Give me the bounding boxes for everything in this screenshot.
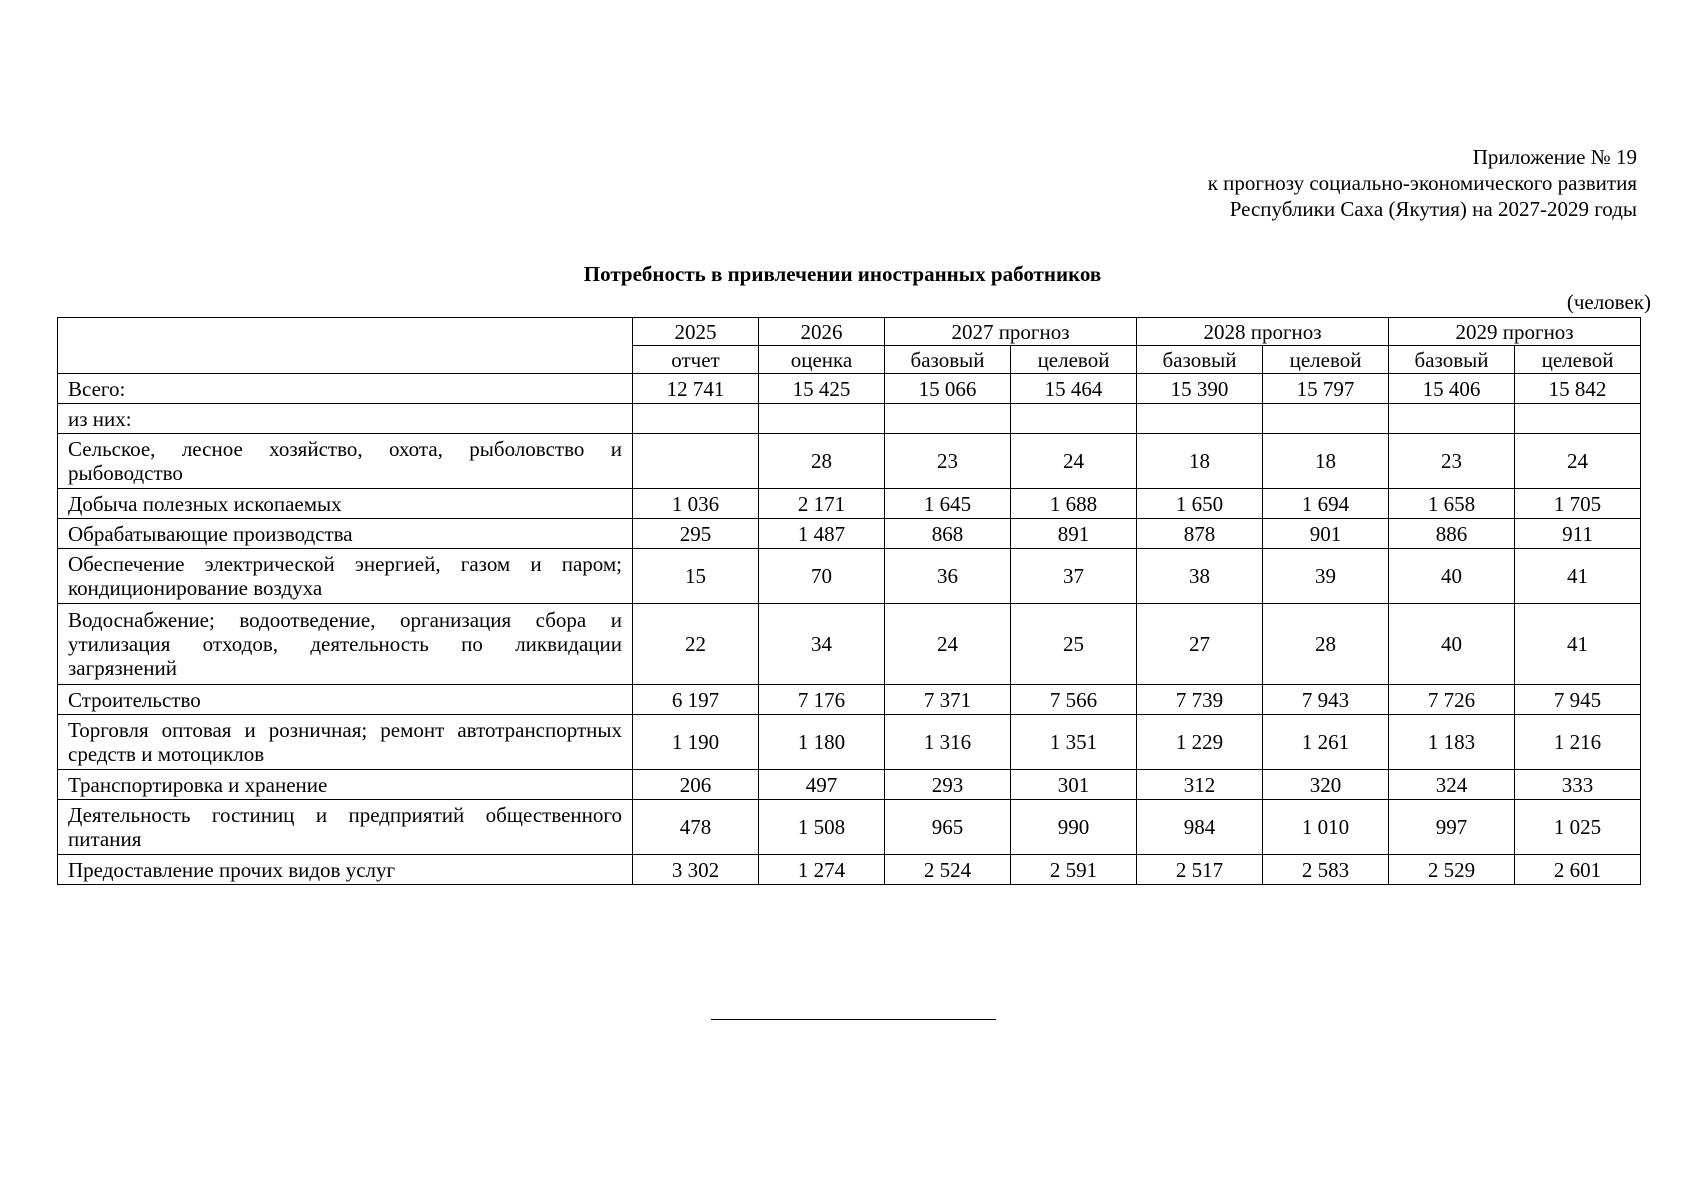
value-cell: 1 650 (1137, 489, 1263, 519)
value-cell: 301 (1011, 770, 1137, 800)
header-2029-target: целевой (1515, 346, 1641, 374)
value-cell: 891 (1011, 519, 1137, 549)
value-cell: 1 351 (1011, 715, 1137, 770)
appendix-note (1077, 144, 1637, 222)
table-row (58, 715, 1641, 770)
row-label: Деятельность гостиниц и предприятий общественного питания (58, 800, 633, 855)
header-2025-report: отчет (633, 346, 759, 374)
table-row (58, 404, 1641, 434)
value-cell: 23 (885, 434, 1011, 489)
value-cell: 997 (1389, 800, 1515, 855)
value-cell: 28 (1263, 604, 1389, 685)
value-cell (759, 404, 885, 434)
value-cell: 15 464 (1011, 374, 1137, 404)
header-2029-base: базовый (1389, 346, 1515, 374)
value-cell: 1 180 (759, 715, 885, 770)
value-cell: 34 (759, 604, 885, 685)
value-cell (1515, 404, 1641, 434)
value-cell: 27 (1137, 604, 1263, 685)
header-2028-target: целевой (1263, 346, 1389, 374)
table-row (58, 519, 1641, 549)
value-cell: 15 390 (1137, 374, 1263, 404)
value-cell: 312 (1137, 770, 1263, 800)
value-cell: 1 508 (759, 800, 885, 855)
value-cell: 25 (1011, 604, 1137, 685)
value-cell: 7 566 (1011, 685, 1137, 715)
value-cell: 2 591 (1011, 855, 1137, 885)
value-cell (633, 434, 759, 489)
value-cell: 1 274 (759, 855, 885, 885)
row-label: Предоставление прочих видов услуг (58, 855, 633, 885)
document-title-wrap (0, 262, 1697, 287)
value-cell: 37 (1011, 549, 1137, 604)
table-row (58, 800, 1641, 855)
value-cell (1137, 404, 1263, 434)
value-cell: 324 (1389, 770, 1515, 800)
value-cell: 15 797 (1263, 374, 1389, 404)
document-title: Потребность в привлечении иностранных работников (583, 262, 1102, 286)
row-label: Обрабатывающие производства (58, 519, 633, 549)
value-cell: 15 842 (1515, 374, 1641, 404)
row-label: Обеспечение электрической энергией, газом и паром; кондиционирование воздуха (58, 549, 633, 604)
header-empty-cell (58, 318, 633, 374)
table-row (58, 770, 1641, 800)
value-cell: 1 688 (1011, 489, 1137, 519)
value-cell: 7 945 (1515, 685, 1641, 715)
value-cell: 38 (1137, 549, 1263, 604)
value-cell: 18 (1263, 434, 1389, 489)
table-row (58, 434, 1641, 489)
unit-label: (человек) (1566, 290, 1651, 314)
value-cell: 41 (1515, 604, 1641, 685)
footer-separator-line (711, 1019, 996, 1020)
value-cell: 497 (759, 770, 885, 800)
value-cell (1011, 404, 1137, 434)
value-cell (633, 404, 759, 434)
value-cell: 990 (1011, 800, 1137, 855)
value-cell: 7 371 (885, 685, 1011, 715)
row-label: Водоснабжение; водоотведение, организация сбора и утилизация отходов, деятельность по ликвидации загрязнений (58, 604, 633, 685)
value-cell: 1 705 (1515, 489, 1641, 519)
table-row (58, 374, 1641, 404)
header-year-2025: 2025 (633, 318, 759, 346)
value-cell: 23 (1389, 434, 1515, 489)
value-cell (1263, 404, 1389, 434)
value-cell: 15 066 (885, 374, 1011, 404)
value-cell: 1 036 (633, 489, 759, 519)
value-cell: 2 583 (1263, 855, 1389, 885)
header-year-2027: 2027 прогноз (885, 318, 1137, 346)
value-cell: 1 487 (759, 519, 885, 549)
value-cell: 24 (885, 604, 1011, 685)
value-cell: 15 406 (1389, 374, 1515, 404)
value-cell: 7 943 (1263, 685, 1389, 715)
value-cell: 28 (759, 434, 885, 489)
value-cell: 12 741 (633, 374, 759, 404)
value-cell: 478 (633, 800, 759, 855)
value-cell (885, 404, 1011, 434)
table-row (58, 604, 1641, 685)
value-cell: 1 261 (1263, 715, 1389, 770)
row-label: Транспортировка и хранение (58, 770, 633, 800)
value-cell: 3 302 (633, 855, 759, 885)
value-cell: 2 529 (1389, 855, 1515, 885)
value-cell: 70 (759, 549, 885, 604)
value-cell: 2 517 (1137, 855, 1263, 885)
value-cell: 40 (1389, 549, 1515, 604)
value-cell: 984 (1137, 800, 1263, 855)
row-label: Торговля оптовая и розничная; ремонт автотранспортных средств и мотоциклов (58, 715, 633, 770)
value-cell: 1 190 (633, 715, 759, 770)
value-cell: 1 025 (1515, 800, 1641, 855)
value-cell: 1 183 (1389, 715, 1515, 770)
value-cell: 1 216 (1515, 715, 1641, 770)
value-cell: 18 (1137, 434, 1263, 489)
value-cell: 1 010 (1263, 800, 1389, 855)
value-cell: 41 (1515, 549, 1641, 604)
value-cell: 295 (633, 519, 759, 549)
header-2028-base: базовый (1137, 346, 1263, 374)
value-cell: 1 229 (1137, 715, 1263, 770)
value-cell: 886 (1389, 519, 1515, 549)
value-cell: 40 (1389, 604, 1515, 685)
row-label: из них: (58, 404, 633, 434)
value-cell: 7 176 (759, 685, 885, 715)
appendix-line-2: к прогнозу социально-экономического развития (1207, 171, 1637, 195)
foreign-workers-table (57, 317, 1641, 885)
value-cell: 7 739 (1137, 685, 1263, 715)
value-cell: 15 425 (759, 374, 885, 404)
header-2027-target: целевой (1011, 346, 1137, 374)
row-label: Сельское, лесное хозяйство, охота, рыболовство и рыбоводство (58, 434, 633, 489)
value-cell: 1 645 (885, 489, 1011, 519)
value-cell: 24 (1515, 434, 1641, 489)
value-cell: 39 (1263, 549, 1389, 604)
appendix-line-1: Приложение № 19 (1472, 145, 1637, 169)
row-label: Добыча полезных ископаемых (58, 489, 633, 519)
value-cell (1389, 404, 1515, 434)
row-label: Всего: (58, 374, 633, 404)
header-year-2028: 2028 прогноз (1137, 318, 1389, 346)
header-year-2029: 2029 прогноз (1389, 318, 1641, 346)
table-body (58, 374, 1641, 885)
value-cell: 293 (885, 770, 1011, 800)
value-cell: 965 (885, 800, 1011, 855)
value-cell: 2 524 (885, 855, 1011, 885)
value-cell: 36 (885, 549, 1011, 604)
value-cell: 22 (633, 604, 759, 685)
header-2027-base: базовый (885, 346, 1011, 374)
value-cell: 1 658 (1389, 489, 1515, 519)
table-row (58, 855, 1641, 885)
header-2026-estimate: оценка (759, 346, 885, 374)
table-row (58, 685, 1641, 715)
value-cell: 24 (1011, 434, 1137, 489)
value-cell: 15 (633, 549, 759, 604)
value-cell: 868 (885, 519, 1011, 549)
value-cell: 1 316 (885, 715, 1011, 770)
value-cell: 878 (1137, 519, 1263, 549)
value-cell: 7 726 (1389, 685, 1515, 715)
value-cell: 911 (1515, 519, 1641, 549)
table-row (58, 549, 1641, 604)
header-year-2026: 2026 (759, 318, 885, 346)
value-cell: 6 197 (633, 685, 759, 715)
row-label: Строительство (58, 685, 633, 715)
table-row (58, 489, 1641, 519)
value-cell: 333 (1515, 770, 1641, 800)
value-cell: 2 171 (759, 489, 885, 519)
value-cell: 901 (1263, 519, 1389, 549)
appendix-line-3: Республики Саха (Якутия) на 2027-2029 годы (1229, 197, 1637, 221)
value-cell: 1 694 (1263, 489, 1389, 519)
value-cell: 206 (633, 770, 759, 800)
table-header (58, 318, 1641, 374)
value-cell: 320 (1263, 770, 1389, 800)
value-cell: 2 601 (1515, 855, 1641, 885)
